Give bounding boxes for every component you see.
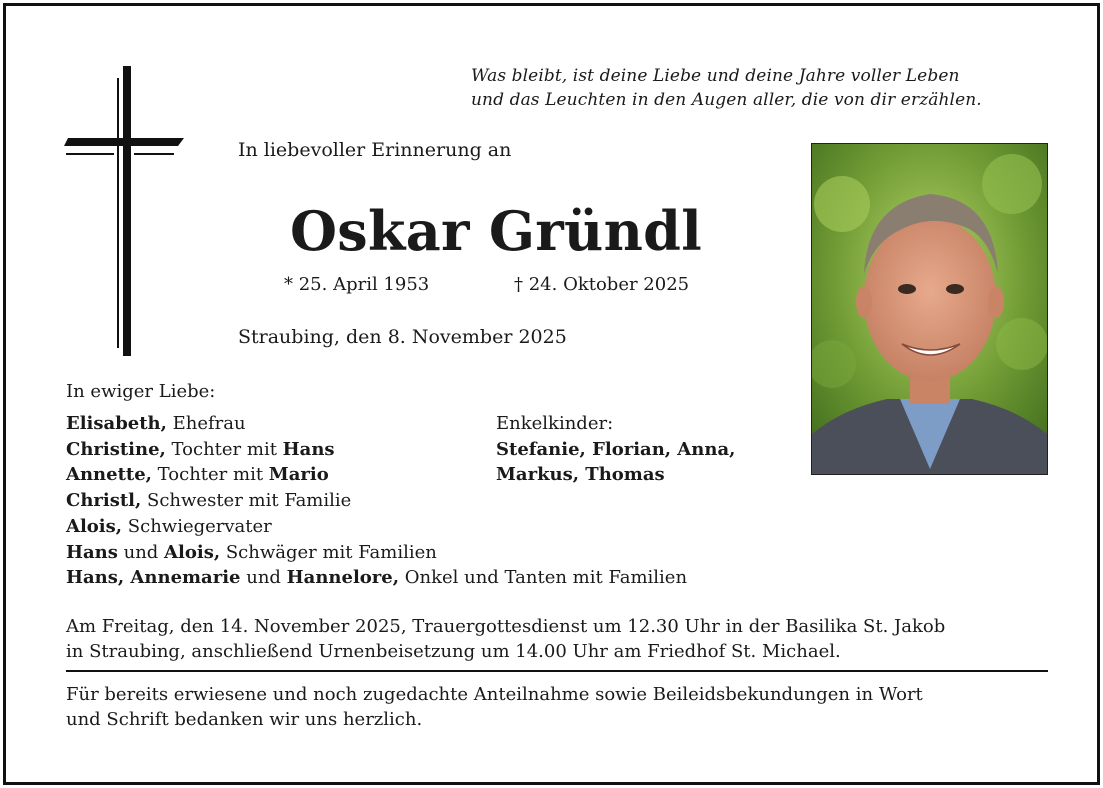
service-line: in Straubing, anschließend Urnenbeisetzung um 14.00 Uhr am Friedhof St. Michael. <box>66 641 841 662</box>
family-member <box>66 514 687 540</box>
family-member-name: Christine, <box>66 438 166 460</box>
family-member-name: Elisabeth, <box>66 413 167 434</box>
divider <box>66 670 1048 672</box>
family-member-name: Hannelore, <box>286 567 399 589</box>
family-member-relation: und <box>117 541 165 563</box>
family-member-relation: Schwester mit Familie <box>141 490 352 512</box>
family-member-name: Hans, Annemarie <box>66 567 241 589</box>
family-member-relation: Schwiegervater <box>122 515 272 537</box>
family-member-relation: und <box>240 567 287 589</box>
place-date: Straubing, den 8. November 2025 <box>238 326 567 348</box>
grandchildren-heading: Enkelkinder: <box>496 413 614 434</box>
grandchildren-line: Stefanie, Florian, Anna, <box>496 438 736 460</box>
birth-date: * 25. April 1953 <box>284 274 430 295</box>
thanks-line: und Schrift bedanken wir uns herzlich. <box>66 709 423 730</box>
thanks-notice <box>66 682 1056 732</box>
family-member <box>66 488 687 514</box>
family-member-relation: Tochter mit <box>165 438 283 460</box>
family-member-relation: Schwäger mit Familien <box>220 541 437 563</box>
portrait-photo <box>811 143 1048 475</box>
family-heading: In ewiger Liebe: <box>66 381 216 402</box>
grandchildren-list <box>496 411 735 488</box>
family-member-name: Annette, <box>66 464 152 486</box>
family-member-name: Alois, <box>66 515 123 537</box>
grandchildren-names <box>496 462 735 488</box>
portrait-photo-image <box>812 144 1047 474</box>
grandchildren-line: Markus, Thomas <box>496 464 665 486</box>
family-member-relation: Tochter mit <box>151 464 269 486</box>
family-member-name: Hans <box>66 541 118 563</box>
family-member-relation: Onkel und Tanten mit Familien <box>399 567 688 589</box>
quote-line: Was bleibt, ist deine Liebe und deine Jahre voller Leben <box>471 66 960 86</box>
thanks-line: Für bereits erwiesene und noch zugedachte Anteilnahme sowie Beileidsbekundungen in Wort <box>66 684 923 705</box>
obituary-card <box>3 3 1100 785</box>
service-line: Am Freitag, den 14. November 2025, Trauergottesdienst um 12.30 Uhr in der Basilika St. Jakob <box>66 616 946 637</box>
family-member <box>66 540 687 566</box>
family-member-name: Hans <box>282 438 335 460</box>
family-member <box>66 565 687 591</box>
family-member-name: Mario <box>268 464 329 486</box>
memorial-quote <box>471 64 1071 112</box>
family-member-relation: Ehefrau <box>166 413 246 434</box>
funeral-service-notice <box>66 614 1056 664</box>
grandchildren-names <box>496 437 735 463</box>
cross-icon <box>64 66 189 356</box>
death-date: † 24. Oktober 2025 <box>514 274 690 295</box>
family-member-name: Alois, <box>164 541 221 563</box>
memory-intro: In liebevoller Erinnerung an <box>238 139 512 161</box>
quote-line: und das Leuchten in den Augen aller, die von dir erzählen. <box>471 90 982 110</box>
family-member-name: Christl, <box>66 490 142 512</box>
deceased-name: Oskar Gründl <box>289 199 703 263</box>
